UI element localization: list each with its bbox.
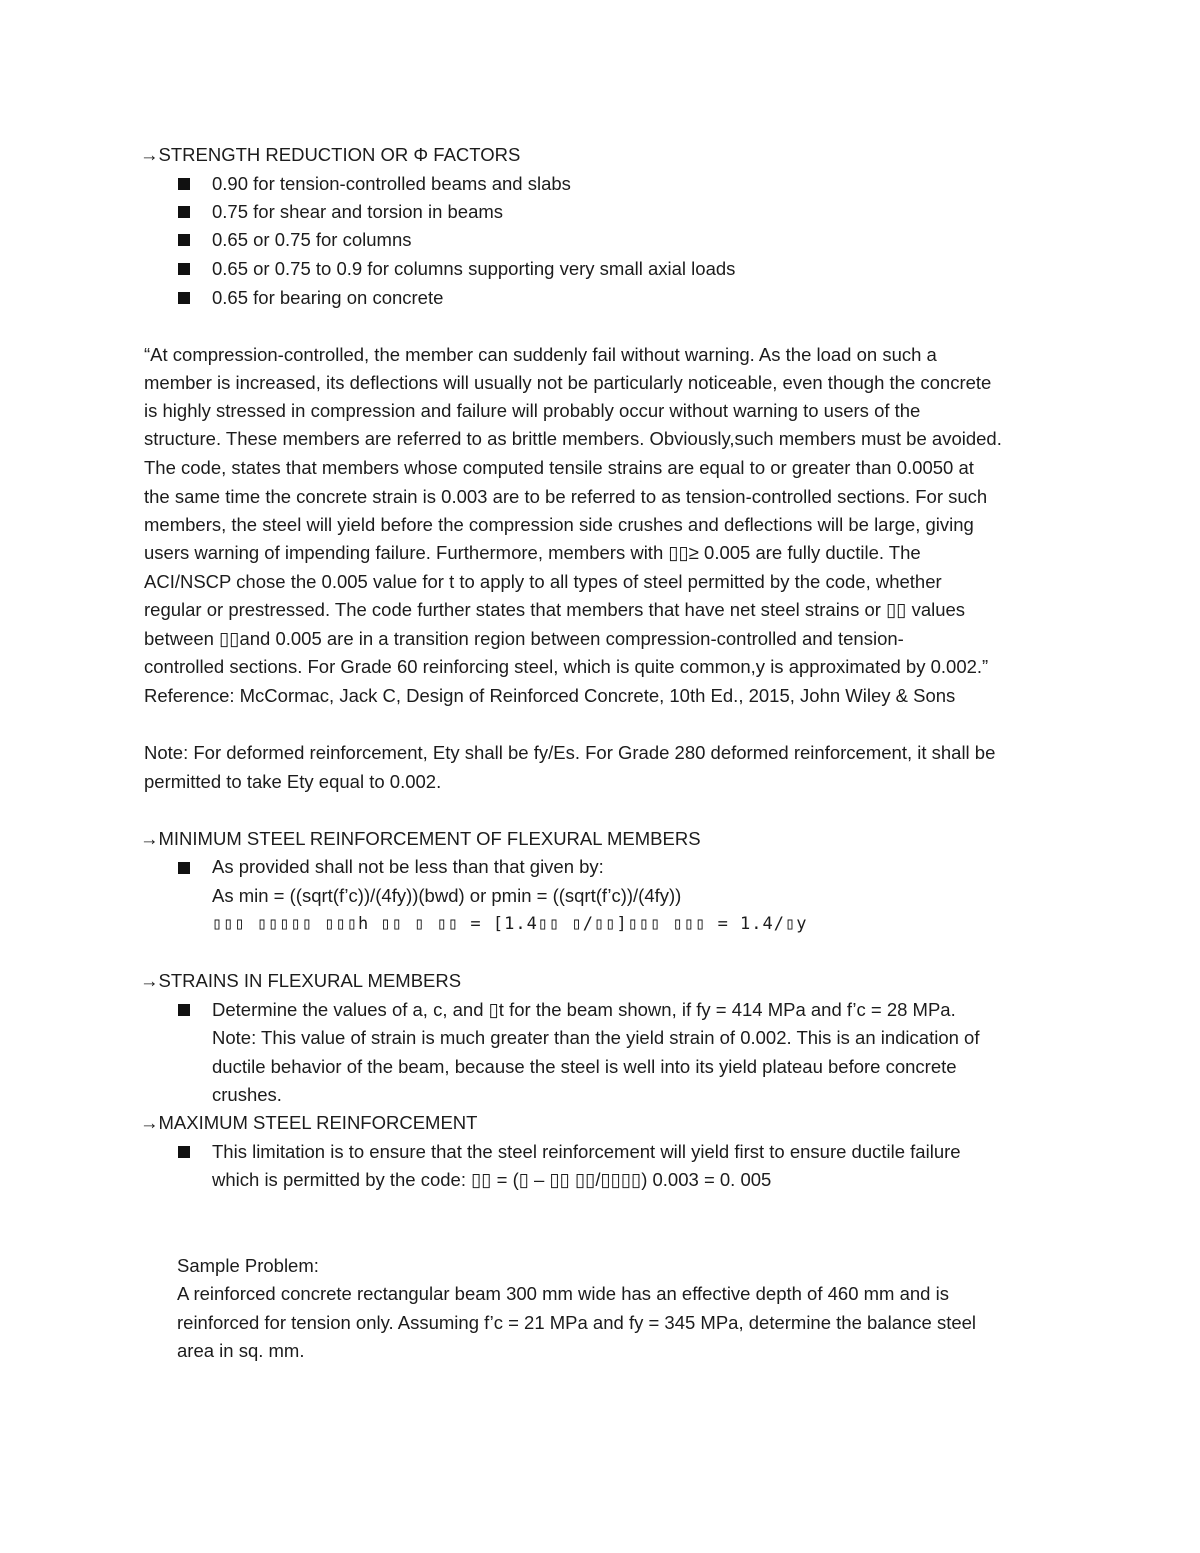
sample-problem-title: Sample Problem: bbox=[177, 1255, 319, 1276]
quote-line: between ▯▯and 0.005 are in a transition region between compression-controlled and tension- bbox=[144, 628, 904, 649]
list-item: Determine the values of a, c, and ▯t for the beam shown, if fy = 414 MPa and f’c = 28 MPa. bbox=[212, 999, 956, 1020]
quote-line: is highly stressed in compression and failure will probably occur without warning to users of the bbox=[144, 400, 921, 421]
section-heading-max-steel: →MAXIMUM STEEL REINFORCEMENT bbox=[140, 1112, 478, 1133]
list-item-continuation: ductile behavior of the beam, because the steel is well into its yield plateau before concrete bbox=[212, 1056, 957, 1077]
list-item: As provided shall not be less than that given by: bbox=[212, 856, 604, 877]
list-item: This limitation is to ensure that the steel reinforcement will yield first to ensure ductile failure bbox=[212, 1141, 961, 1162]
quote-line: the same time the concrete strain is 0.003 are to be referred to as tension-controlled sections. For such bbox=[144, 486, 988, 507]
quote-line: The code, states that members whose computed tensile strains are equal to or greater than 0.0050 at bbox=[144, 457, 974, 478]
list-item: 0.65 or 0.75 for columns bbox=[212, 229, 412, 250]
list-item-continuation: which is permitted by the code: ▯▯ = (▯ – ▯▯ ▯▯/▯▯▯▯) 0.003 = 0. 005 bbox=[212, 1169, 772, 1190]
bullet-marker bbox=[178, 234, 190, 246]
list-item: 0.65 for bearing on concrete bbox=[212, 287, 444, 308]
sample-problem-line: reinforced for tension only. Assuming f’c = 21 MPa and fy = 345 MPa, determine the balance steel bbox=[177, 1312, 977, 1333]
sample-problem-line: A reinforced concrete rectangular beam 300 mm wide has an effective depth of 460 mm and is bbox=[177, 1283, 949, 1304]
section-heading-min-steel: →MINIMUM STEEL REINFORCEMENT OF FLEXURAL MEMBERS bbox=[140, 828, 701, 849]
bullet-marker bbox=[178, 1004, 190, 1016]
quote-line: ACI/NSCP chose the 0.005 value for t to apply to all types of steel permitted by the code, whether bbox=[144, 571, 942, 592]
note-line: Note: For deformed reinforcement, Ety shall be fy/Es. For Grade 280 deformed reinforcement, it shall be bbox=[144, 742, 996, 763]
bullet-marker bbox=[178, 206, 190, 218]
list-item-continuation: Note: This value of strain is much greater than the yield strain of 0.002. This is an indication of bbox=[212, 1027, 980, 1048]
list-item: 0.65 or 0.75 to 0.9 for columns supporting very small axial loads bbox=[212, 258, 736, 279]
bullet-marker bbox=[178, 862, 190, 874]
section-heading-strains: →STRAINS IN FLEXURAL MEMBERS bbox=[140, 970, 462, 991]
sample-problem-line: area in sq. mm. bbox=[177, 1340, 305, 1361]
note-line: permitted to take Ety equal to 0.002. bbox=[144, 771, 442, 792]
bullet-marker bbox=[178, 263, 190, 275]
reference-line: Reference: McCormac, Jack C, Design of Reinforced Concrete, 10th Ed., 2015, John Wiley & Sons bbox=[144, 685, 956, 706]
bullet-marker bbox=[178, 178, 190, 190]
quote-line: structure. These members are referred to as brittle members. Obviously,such members must be avoided. bbox=[144, 428, 1002, 449]
quote-line: controlled sections. For Grade 60 reinforcing steel, which is quite common,y is approximated by 0.002.” bbox=[144, 656, 989, 677]
quote-line: users warning of impending failure. Furthermore, members with ▯▯≥ 0.005 are fully ductile. The bbox=[144, 542, 921, 563]
list-item: 0.90 for tension-controlled beams and slabs bbox=[212, 173, 571, 194]
formula-line: As min = ((sqrt(f’c))/(4fy))(bwd) or pmin = ((sqrt(f’c))/(4fy)) bbox=[212, 885, 682, 906]
quote-line: members, the steel will yield before the compression side crushes and deflections will be large, giving bbox=[144, 514, 974, 535]
formula-line: ▯▯▯ ▯▯▯▯▯ ▯▯▯h ▯▯ ▯ ▯▯ = [1.4▯▯ ▯/▯▯]▯▯▯ ▯▯▯ = 1.4/▯y bbox=[212, 914, 808, 934]
quote-line: “At compression-controlled, the member can suddenly fail without warning. As the load on such a bbox=[144, 344, 937, 365]
bullet-marker bbox=[178, 1146, 190, 1158]
bullet-marker bbox=[178, 292, 190, 304]
section-heading-phi-factors: →STRENGTH REDUCTION OR Φ FACTORS bbox=[140, 144, 521, 165]
list-item: 0.75 for shear and torsion in beams bbox=[212, 201, 504, 222]
quote-line: regular or prestressed. The code further states that members that have net steel strains or ▯▯ values bbox=[144, 599, 966, 620]
quote-line: member is increased, its deflections will usually not be particularly noticeable, even though the concrete bbox=[144, 372, 992, 393]
list-item-continuation: crushes. bbox=[212, 1084, 282, 1105]
